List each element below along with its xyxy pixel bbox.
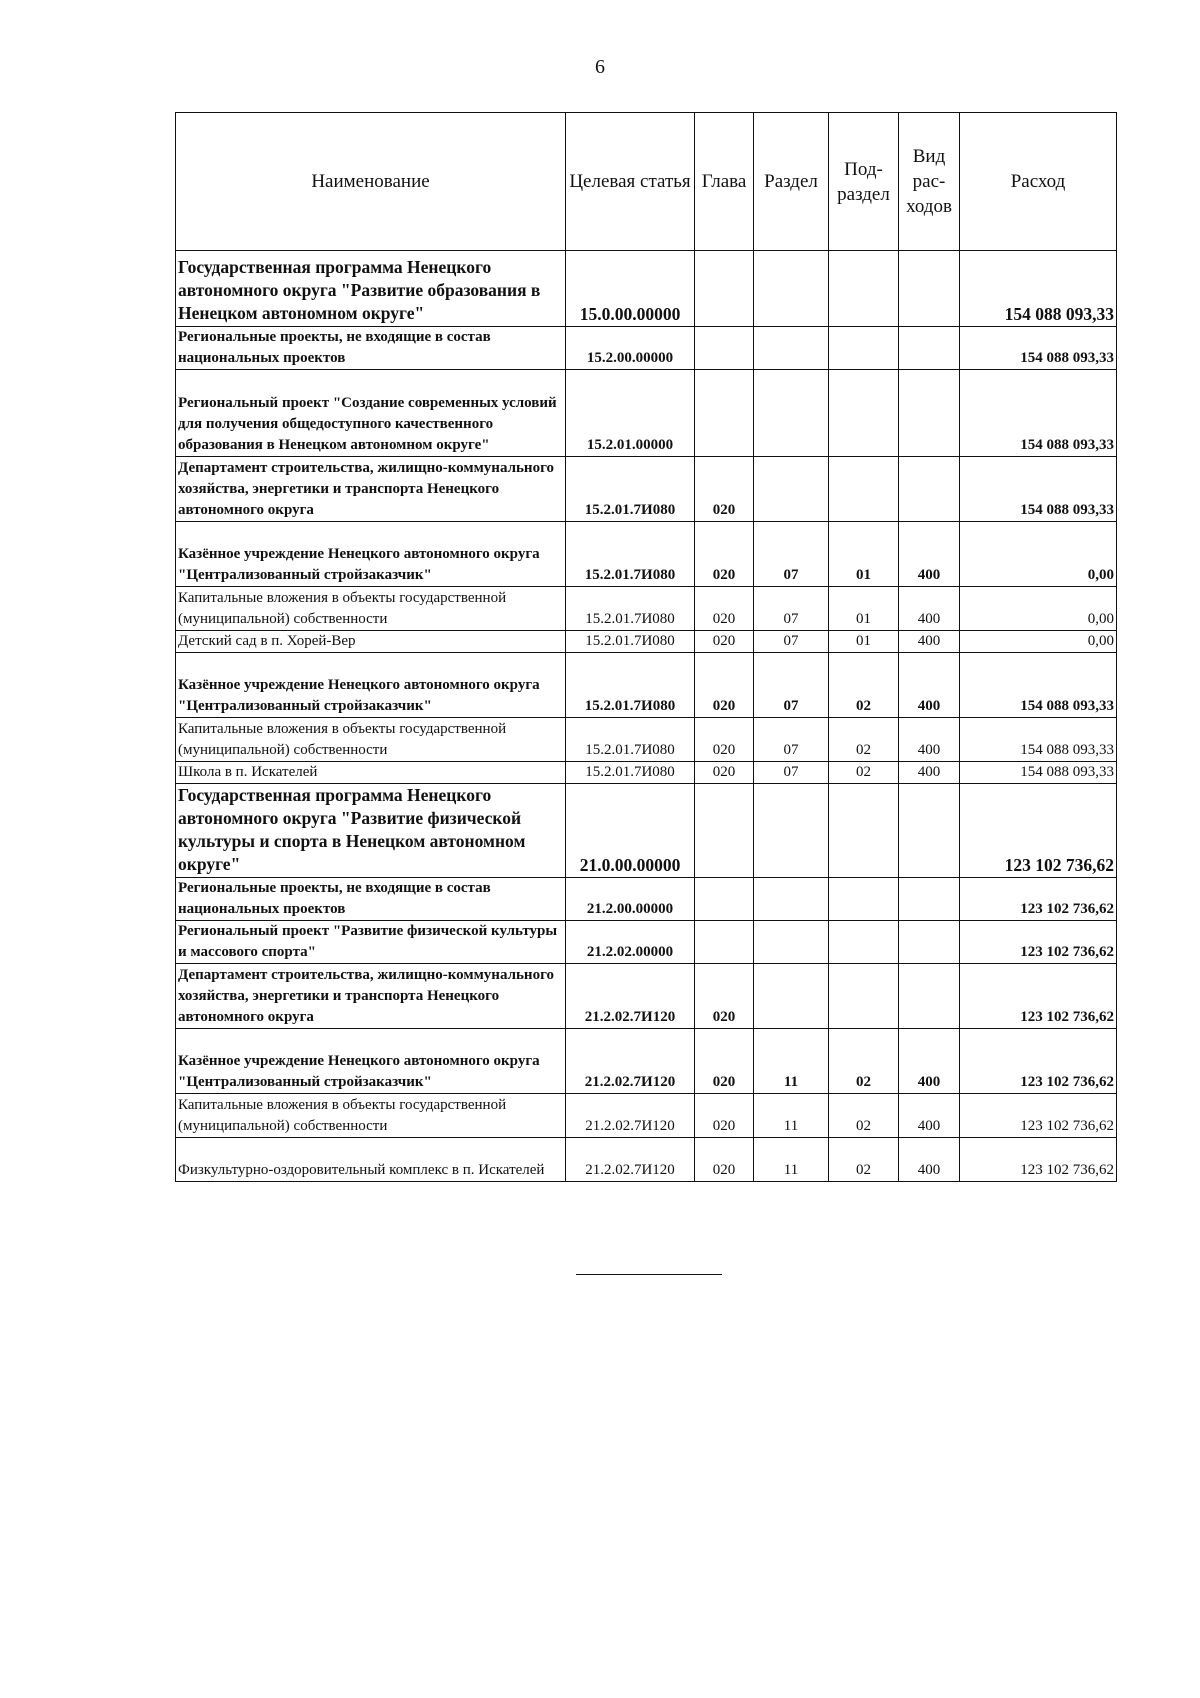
cell-chapter: 020: [695, 457, 754, 522]
cell-section: [754, 457, 829, 522]
cell-name: Департамент строительства, жилищно-коммунального хозяйства, энергетики и транспорта Ненецкого автономного округа: [176, 964, 566, 1029]
cell-amount: 154 088 093,33: [960, 457, 1117, 522]
cell-target-article: 21.2.00.00000: [566, 878, 695, 921]
cell-expense-type: 400: [899, 522, 960, 587]
cell-target-article: 21.0.00.00000: [566, 784, 695, 878]
cell-subsection: [829, 457, 899, 522]
cell-name: Государственная программа Ненецкого автономного округа "Развитие физической культуры и спорта в Ненецком автономном округе": [176, 784, 566, 878]
cell-amount: 123 102 736,62: [960, 964, 1117, 1029]
cell-expense-type: [899, 327, 960, 370]
cell-name: Физкультурно-оздоровительный комплекс в п. Искателей: [176, 1138, 566, 1182]
cell-name: Региональный проект "Создание современных условий для получения общедоступного качественного образования в Ненецком автономном округе": [176, 370, 566, 457]
cell-subsection: 01: [829, 587, 899, 631]
cell-amount: 154 088 093,33: [960, 370, 1117, 457]
cell-expense-type: 400: [899, 587, 960, 631]
table-row: [176, 251, 1117, 327]
cell-amount: 123 102 736,62: [960, 878, 1117, 921]
cell-amount: 0,00: [960, 587, 1117, 631]
cell-chapter: 020: [695, 587, 754, 631]
cell-target-article: 15.2.01.7И080: [566, 522, 695, 587]
header-chapter: Глава: [695, 113, 754, 251]
cell-amount: 123 102 736,62: [960, 1094, 1117, 1138]
cell-target-article: 15.2.01.7И080: [566, 653, 695, 718]
cell-section: 07: [754, 522, 829, 587]
cell-expense-type: [899, 457, 960, 522]
cell-subsection: 01: [829, 631, 899, 653]
cell-target-article: 15.2.01.7И080: [566, 587, 695, 631]
cell-target-article: 21.2.02.7И120: [566, 1138, 695, 1182]
cell-chapter: [695, 251, 754, 327]
cell-amount: 123 102 736,62: [960, 1029, 1117, 1094]
header-subsection: Под-раздел: [829, 113, 899, 251]
cell-target-article: 21.2.02.7И120: [566, 1029, 695, 1094]
cell-subsection: 02: [829, 1094, 899, 1138]
cell-target-article: 21.2.02.00000: [566, 921, 695, 964]
cell-chapter: 020: [695, 1094, 754, 1138]
cell-name: Региональный проект "Развитие физической культуры и массового спорта": [176, 921, 566, 964]
cell-section: 07: [754, 762, 829, 784]
cell-subsection: 01: [829, 522, 899, 587]
cell-expense-type: [899, 370, 960, 457]
table-row: [176, 1094, 1117, 1138]
cell-amount: 123 102 736,62: [960, 1138, 1117, 1182]
cell-section: 07: [754, 631, 829, 653]
table-row: [176, 921, 1117, 964]
cell-name: Капитальные вложения в объекты государственной (муниципальной) собственности: [176, 587, 566, 631]
cell-amount: 123 102 736,62: [960, 921, 1117, 964]
cell-expense-type: [899, 964, 960, 1029]
cell-amount: 154 088 093,33: [960, 327, 1117, 370]
cell-target-article: 15.2.00.00000: [566, 327, 695, 370]
table-row: [176, 762, 1117, 784]
cell-chapter: [695, 370, 754, 457]
cell-section: 11: [754, 1138, 829, 1182]
cell-amount: 154 088 093,33: [960, 762, 1117, 784]
cell-chapter: 020: [695, 1138, 754, 1182]
end-separator-line: [576, 1274, 722, 1275]
table-row: [176, 327, 1117, 370]
table-row: [176, 1138, 1117, 1182]
table-row: [176, 587, 1117, 631]
cell-subsection: [829, 327, 899, 370]
header-target-article: Целевая статья: [566, 113, 695, 251]
table-row: [176, 784, 1117, 878]
cell-name: Школа в п. Искателей: [176, 762, 566, 784]
cell-chapter: 020: [695, 964, 754, 1029]
cell-name: Региональные проекты, не входящие в состав национальных проектов: [176, 327, 566, 370]
cell-subsection: [829, 784, 899, 878]
table-row: [176, 370, 1117, 457]
cell-target-article: 21.2.02.7И120: [566, 1094, 695, 1138]
cell-name: Казённое учреждение Ненецкого автономного округа "Централизованный стройзаказчик": [176, 1029, 566, 1094]
cell-section: 11: [754, 1029, 829, 1094]
cell-amount: 154 088 093,33: [960, 653, 1117, 718]
cell-chapter: [695, 327, 754, 370]
cell-section: [754, 784, 829, 878]
cell-subsection: 02: [829, 718, 899, 762]
cell-name: Государственная программа Ненецкого автономного округа "Развитие образования в Ненецком автономном округе": [176, 251, 566, 327]
cell-subsection: 02: [829, 762, 899, 784]
cell-expense-type: 400: [899, 1094, 960, 1138]
cell-amount: 0,00: [960, 631, 1117, 653]
cell-section: [754, 878, 829, 921]
cell-name: Детский сад в п. Хорей-Вер: [176, 631, 566, 653]
cell-section: [754, 370, 829, 457]
cell-expense-type: 400: [899, 1029, 960, 1094]
cell-subsection: [829, 370, 899, 457]
header-row: [176, 113, 1117, 251]
cell-chapter: 020: [695, 631, 754, 653]
cell-chapter: [695, 921, 754, 964]
cell-chapter: 020: [695, 1029, 754, 1094]
table-row: [176, 718, 1117, 762]
cell-subsection: 02: [829, 1029, 899, 1094]
cell-expense-type: [899, 878, 960, 921]
cell-subsection: [829, 878, 899, 921]
table-row: [176, 878, 1117, 921]
cell-expense-type: 400: [899, 718, 960, 762]
budget-table: [175, 112, 1117, 1182]
cell-name: Капитальные вложения в объекты государственной (муниципальной) собственности: [176, 718, 566, 762]
cell-name: Департамент строительства, жилищно-коммунального хозяйства, энергетики и транспорта Ненецкого автономного округа: [176, 457, 566, 522]
cell-subsection: [829, 964, 899, 1029]
cell-chapter: 020: [695, 718, 754, 762]
table-row: [176, 457, 1117, 522]
cell-section: 07: [754, 653, 829, 718]
cell-name: Казённое учреждение Ненецкого автономного округа "Централизованный стройзаказчик": [176, 653, 566, 718]
cell-name: Региональные проекты, не входящие в состав национальных проектов: [176, 878, 566, 921]
cell-chapter: 020: [695, 522, 754, 587]
cell-target-article: 15.2.01.7И080: [566, 718, 695, 762]
cell-section: [754, 964, 829, 1029]
cell-target-article: 15.2.01.7И080: [566, 631, 695, 653]
cell-section: 07: [754, 587, 829, 631]
cell-section: 07: [754, 718, 829, 762]
cell-target-article: 15.0.00.00000: [566, 251, 695, 327]
table-row: [176, 964, 1117, 1029]
cell-amount: 154 088 093,33: [960, 251, 1117, 327]
cell-expense-type: 400: [899, 653, 960, 718]
cell-section: [754, 921, 829, 964]
cell-chapter: [695, 784, 754, 878]
cell-expense-type: 400: [899, 762, 960, 784]
table-row: [176, 631, 1117, 653]
cell-expense-type: [899, 921, 960, 964]
cell-subsection: [829, 921, 899, 964]
table-row: [176, 522, 1117, 587]
cell-expense-type: 400: [899, 631, 960, 653]
cell-subsection: 02: [829, 653, 899, 718]
cell-amount: 0,00: [960, 522, 1117, 587]
cell-chapter: 020: [695, 762, 754, 784]
header-name: Наименование: [176, 113, 566, 251]
cell-amount: 154 088 093,33: [960, 718, 1117, 762]
cell-subsection: 02: [829, 1138, 899, 1182]
cell-target-article: 15.2.01.7И080: [566, 457, 695, 522]
cell-expense-type: 400: [899, 1138, 960, 1182]
table-row: [176, 653, 1117, 718]
cell-name: Казённое учреждение Ненецкого автономного округа "Централизованный стройзаказчик": [176, 522, 566, 587]
cell-target-article: 21.2.02.7И120: [566, 964, 695, 1029]
cell-amount: 123 102 736,62: [960, 784, 1117, 878]
page-number: 6: [595, 56, 605, 78]
cell-section: [754, 327, 829, 370]
cell-expense-type: [899, 251, 960, 327]
header-section: Раздел: [754, 113, 829, 251]
header-expense-type: Вид рас-ходов: [899, 113, 960, 251]
cell-target-article: 15.2.01.00000: [566, 370, 695, 457]
table-row: [176, 1029, 1117, 1094]
cell-subsection: [829, 251, 899, 327]
header-amount: Расход: [960, 113, 1117, 251]
cell-section: 11: [754, 1094, 829, 1138]
cell-chapter: [695, 878, 754, 921]
cell-target-article: 15.2.01.7И080: [566, 762, 695, 784]
cell-chapter: 020: [695, 653, 754, 718]
cell-section: [754, 251, 829, 327]
cell-expense-type: [899, 784, 960, 878]
cell-name: Капитальные вложения в объекты государственной (муниципальной) собственности: [176, 1094, 566, 1138]
